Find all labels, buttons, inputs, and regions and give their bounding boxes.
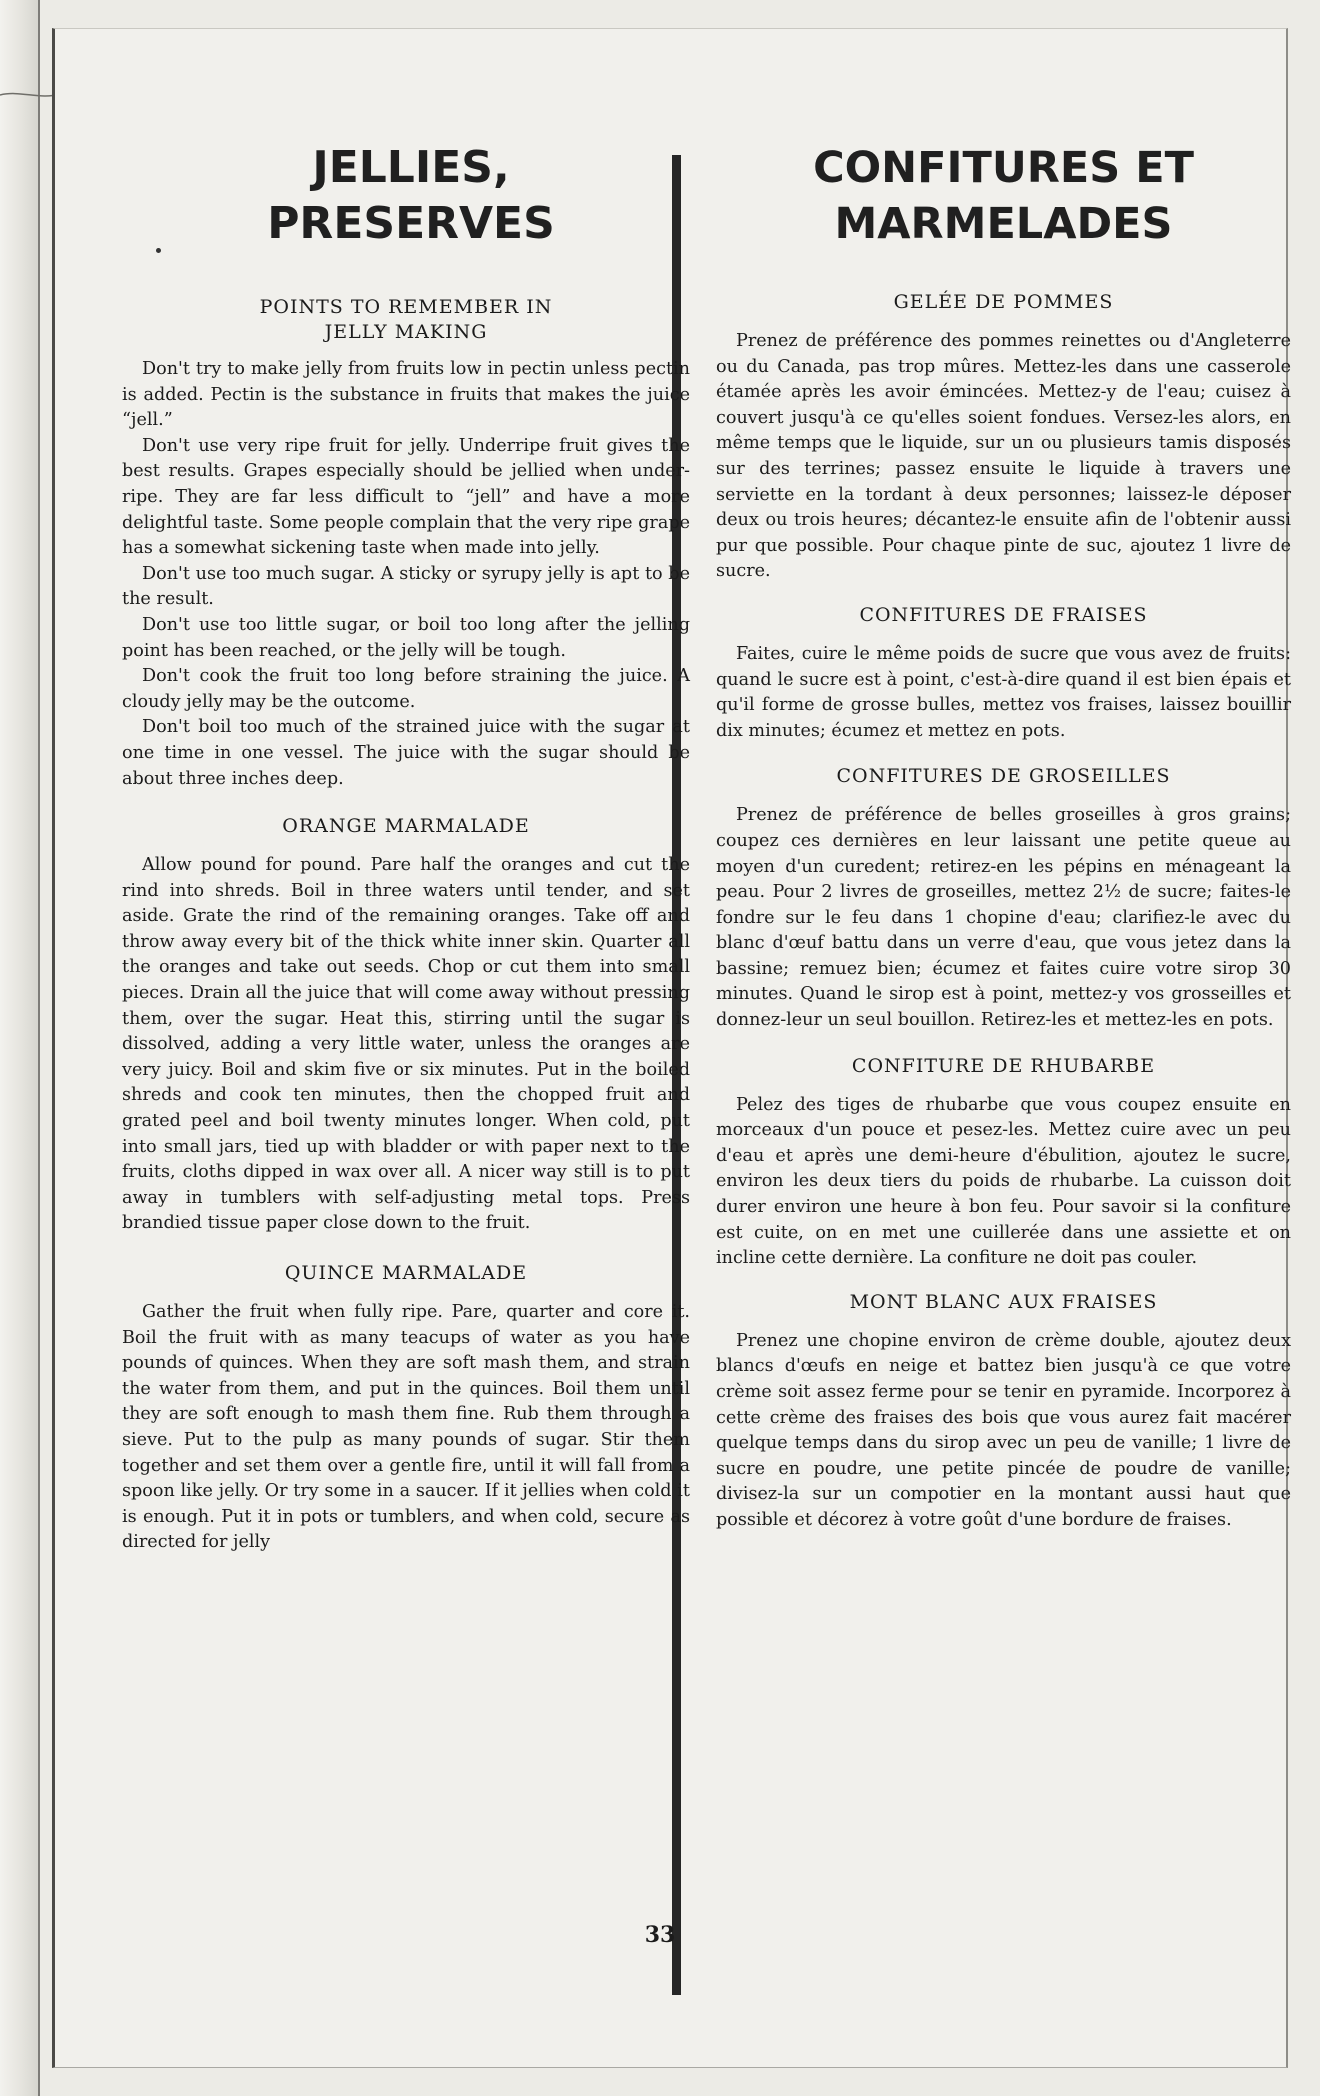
- section-heading: GELÉE DE POMMES: [893, 291, 1114, 313]
- section-gelee-de-pommes: [716, 290, 1291, 585]
- section-orange-marmalade: [122, 814, 690, 1237]
- english-title: [122, 140, 690, 252]
- paragraph: Pelez des tiges de rhubarbe que vous coupez ensuite en morceaux d'un pouce et pesez-les. Mettez cuire avec un peu d'eau et après une demi-heure d'ébulition, ajoutez le sucre, environ les deux tiers du poids de rhubarbe. La cuisson doit durer environ une heure à bon feu. Pour savoir si la confiture est cuite, on en met une cuillerée dans une assiette et on incline cette dernière. La confiture ne doit pas couler.: [716, 1094, 1291, 1269]
- english-title-line-2: PRESERVES: [267, 198, 555, 249]
- section-heading: ORANGE MARMALADE: [282, 815, 530, 838]
- paragraph: Faites, cuire le même poids de sucre que vous avez de fruits: quand le sucre est à point, c'est-à-dire quand il est bien épais et qu'il forme de grosse bulles, mettez vos fraises, laissez bouillir dix minutes; écumez et mettez en pots.: [716, 643, 1291, 741]
- english-column: [122, 140, 690, 1556]
- page-number: 33: [644, 1922, 676, 1948]
- previous-page-edge: [0, 0, 40, 2096]
- section-heading: CONFITURES DE FRAISES: [859, 603, 1148, 626]
- paragraph: Prenez une chopine environ de crème double, ajoutez deux blancs d'œufs en neige et battez bien jusqu'à ce que votre crème soit assez ferme pour se tenir en pyramide. Incorporez à cette crème des fraises des bois que vous aurez fait macérer quelque temps dans du sirop avec un peu de vanille; 1 livre de sucre en poudre, une petite pincée de poudre de vanille; divisez-la sur un compotier en la montant aussi haut que possible et décorez à votre goût d'une bordure de fraises.: [716, 1330, 1291, 1530]
- section-heading: CONFITURE DE RHUBARBE: [851, 1054, 1156, 1077]
- paragraph: Don't use very ripe fruit for jelly. Underripe fruit gives the best results. Grapes especially should be jellied when under-ripe. They are far less difficult to “jell” and have a more delightful taste. Some people complain that the very ripe grape has a somewhat sickening taste when made into jelly.: [122, 435, 690, 559]
- paragraph: Don't try to make jelly from fruits low in pectin unless pectin is added. Pectin is the substance in fruits that makes the juice “jell.”: [122, 359, 690, 431]
- section-heading: [122, 295, 690, 345]
- french-title-line-1: CONFITURES ET: [813, 143, 1194, 193]
- paragraph: Gather the fruit when fully ripe. Pare, quarter and core it. Boil the fruit with as many teacups of water as you have pounds of quinces. When they are soft mash them, and strain the water from them, and put in the quinces. Boil them until they are soft enough to mash them fine. Rub them through a sieve. Put to the pulp as many pounds of sugar. Stir them together and set them over a gentle fire, until it will fall from a spoon like jelly. Or try some in a saucer. If it jellies when cold it is enough. Put it in pots or tumblers, and when cold, secure as directed for jelly: [122, 1302, 690, 1553]
- section-heading: CONFITURES DE GROSEILLES: [836, 765, 1171, 788]
- section-heading: MONT BLANC AUX FRAISES: [849, 1290, 1158, 1313]
- paragraph: Prenez de préférence de belles groseilles à gros grains; coupez ces dernières en leur laissant une petite queue au moyen d'un curedent; retirez-en les pépins en ménageant la peau. Pour 2 livres de groseilles, mettez 2½ de sucre; faites-le fondre sur le feu dans 1 chopine d'eau; clarifiez-le avec du blanc d'œuf battu dans un verre d'eau, que vous jetez dans la bassine; remuez bien; écumez et faites cuire votre sirop 30 minutes. Quand le sirop est à point, mettez-y vos grosseilles et donnez-leur un seul bouillon. Retirez-les et mettez-les en pots.: [716, 805, 1291, 1031]
- french-title: [716, 140, 1291, 252]
- english-title-line-1: JELLIES,: [312, 142, 510, 193]
- french-title-line-2: MARMELADES: [834, 199, 1173, 249]
- section-mont-blanc-aux-fraises: [716, 1290, 1291, 1534]
- heading-line-2: JELLY MAKING: [324, 321, 488, 343]
- paragraph: Don't cook the fruit too long before straining the juice. A cloudy jelly may be the outcome.: [122, 666, 690, 712]
- section-confitures-de-fraises: [716, 603, 1291, 744]
- paragraph: Don't use too much sugar. A sticky or syrupy jelly is apt to be the result.: [122, 563, 690, 610]
- french-column: [716, 140, 1291, 1534]
- paragraph: Prenez de préférence des pommes reinettes ou d'Angleterre ou du Canada, pas trop mûres. Mettez-les dans une casserole étamée après les avoir émincées. Mettez-y de l'eau; cuisez à couvert jusqu'à ce qu'elles soient fondues. Versez-les alors, en même temps que le liquide, sur un ou plusieurs tamis disposés sur des terrines; passez ensuite le liquide à travers une serviette en la tordant à deux personnes; laissez-le déposer deux ou trois heures; décantez-le ensuite afin de l'obtenir aussi pur que possible. Pour chaque pinte de suc, ajoutez 1 livre de sucre.: [716, 331, 1291, 582]
- paragraph: Allow pound for pound. Pare half the oranges and cut the rind into shreds. Boil in three waters until tender, and set aside. Grate the rind of the remaining oranges. Take off and throw away every bit of the thick white inner skin. Quarter all the oranges and take out seeds. Chop or cut them into small pieces. Drain all the juice that will come away without pressing them, over the sugar. Heat this, stirring until the sugar is dissolved, adding a very little water, unless the oranges are very juicy. Boil and skim five or six minutes. Put in the boiled shreds and cook ten minutes, then the chopped fruit and grated peel and boil twenty minutes longer. When cold, put into small jars, tied up with bladder or with paper next to the fruits, cloths dipped in wax over all. A nicer way still is to put away in tumblers with self-adjusting metal tops. Press brandied tissue paper close down to the fruit.: [122, 855, 690, 1234]
- section-quince-marmalade: [122, 1261, 690, 1556]
- section-jelly-tips: [122, 295, 690, 792]
- section-confitures-de-groseilles: [716, 764, 1291, 1033]
- paragraph: Don't boil too much of the strained juice with the sugar at one time in one vessel. The juice with the sugar should be about three inches deep.: [122, 717, 690, 789]
- section-confiture-de-rhubarbe: [716, 1054, 1291, 1272]
- heading-line-1: POINTS TO REMEMBER IN: [259, 296, 553, 318]
- section-heading: QUINCE MARMALADE: [284, 1262, 528, 1284]
- paragraph: Don't use too little sugar, or boil too long after the jelling point has been reached, or the jelly will be tough.: [122, 614, 690, 661]
